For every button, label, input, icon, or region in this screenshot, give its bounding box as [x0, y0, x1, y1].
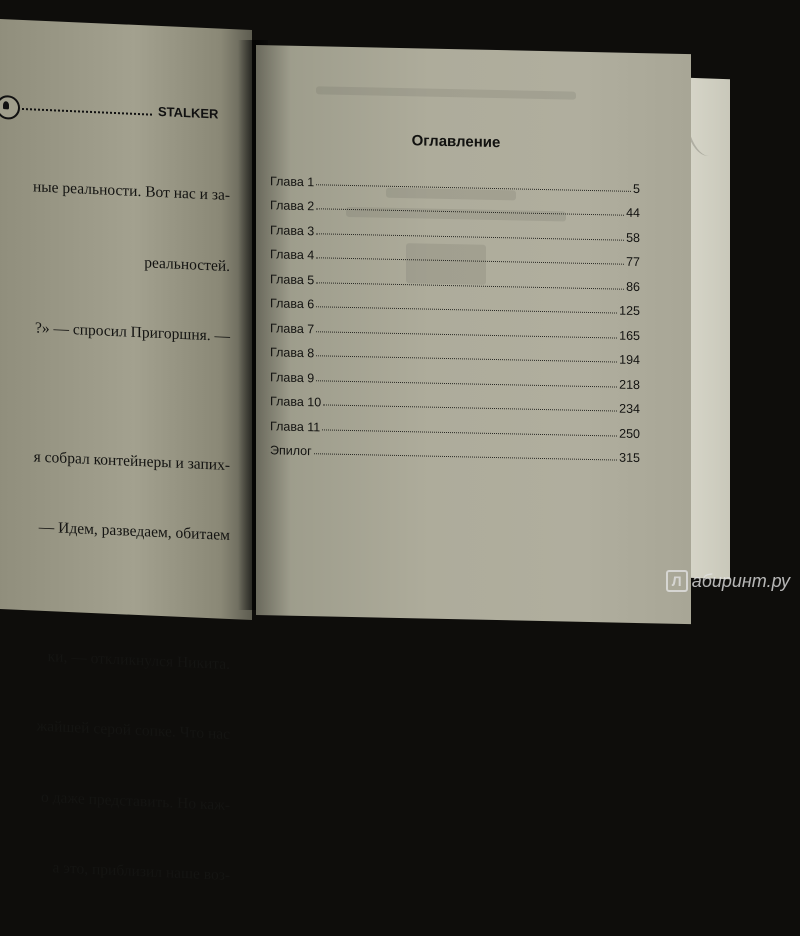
text-line: — Идем, разведаем, обитаем — [38, 518, 230, 545]
toc-label: Глава 5 — [270, 271, 315, 287]
toc-leader — [314, 453, 617, 460]
toc-label: Глава 8 — [270, 345, 315, 361]
toc-label: Глава 10 — [270, 394, 322, 410]
toc-label: Глава 6 — [270, 296, 315, 312]
toc-label: Глава 4 — [270, 247, 315, 263]
header-dotted-rule — [22, 108, 152, 116]
toc-page: 58 — [626, 230, 640, 245]
table-of-contents — [270, 163, 640, 465]
toc-page: 5 — [633, 181, 640, 196]
toc-page: 250 — [619, 426, 640, 441]
toc-title: Оглавление — [411, 132, 501, 152]
toc-page: 86 — [626, 279, 640, 294]
left-page-text — [0, 127, 230, 935]
toc-page: 165 — [619, 328, 640, 343]
text-line: реальностей. — [144, 253, 230, 275]
bleed-through — [316, 86, 576, 99]
text-line: ки, — откликнулся Никита. — [47, 647, 230, 673]
toc-label: Глава 2 — [270, 198, 315, 214]
toc-page: 44 — [626, 205, 640, 221]
text-line: я собрал контейнеры и запих- — [33, 447, 230, 474]
left-page — [0, 19, 252, 885]
watermark-text: абиринт.ру — [691, 570, 790, 591]
series-label: STALKER — [158, 103, 219, 122]
text-line: о даже представить. Но каж- — [40, 788, 230, 814]
toc-page: 218 — [619, 377, 640, 392]
right-page — [256, 45, 691, 624]
toc-label: Глава 11 — [270, 418, 321, 434]
text-line: ные реальности. Вот нас и за- — [32, 178, 230, 205]
toc-page: 194 — [619, 352, 640, 368]
toc-label: Глава 3 — [270, 222, 315, 238]
toc-page: 77 — [626, 254, 640, 270]
toc-page: 315 — [619, 450, 640, 466]
toc-page: 125 — [619, 303, 640, 319]
toc-page: 234 — [619, 401, 640, 417]
running-header — [0, 89, 230, 129]
toc-label: Глава 9 — [270, 369, 315, 385]
watermark — [666, 568, 790, 594]
text-line: а это, приблизил наше воз- — [52, 859, 230, 885]
toc-label: Эпилог — [270, 443, 312, 459]
radiation-icon — [0, 95, 20, 120]
text-line: жайшей серой сопке. Что нас — [36, 717, 230, 744]
toc-label: Глава 1 — [270, 173, 315, 189]
text-line: ?» — спросил Пригоршня. — — [34, 319, 230, 346]
watermark-logo-icon: Л — [666, 570, 688, 592]
toc-label: Глава 7 — [270, 320, 315, 336]
